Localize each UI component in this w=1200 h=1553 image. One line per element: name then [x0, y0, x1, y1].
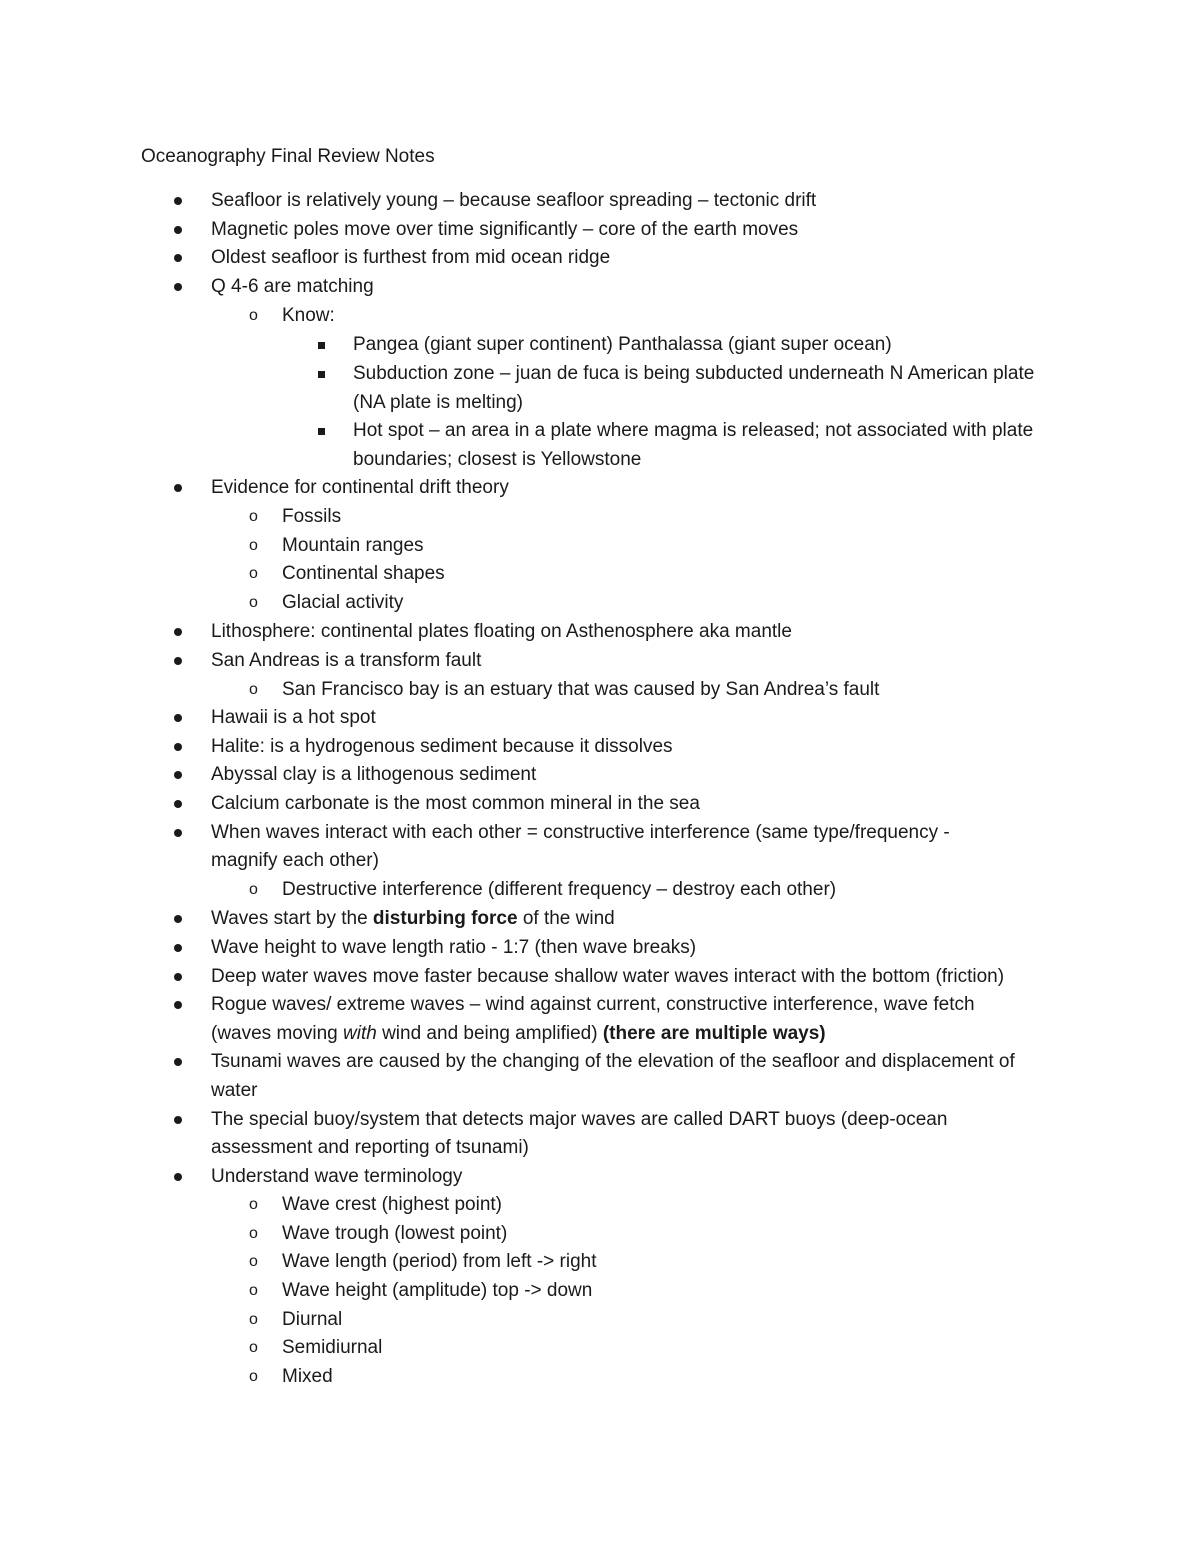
list-item-text: Lithosphere: continental plates floating on Asthenosphere aka mantle	[211, 621, 792, 643]
list-item	[0, 360, 1200, 417]
list-item-text: Tsunami waves are caused by the changing of the elevation of the seafloor and displacement of	[211, 1051, 1015, 1073]
list-item-text: Diurnal	[282, 1308, 343, 1330]
list-item-text: Halite: is a hydrogenous sediment because it dissolves	[211, 735, 673, 757]
list-item	[0, 934, 1200, 963]
list-item-text-continued: boundaries; closest is Yellowstone	[353, 448, 642, 470]
list-item-text: Magnetic poles move over time significantly – core of the earth moves	[211, 218, 799, 240]
list-item	[0, 761, 1200, 790]
list-item	[0, 331, 1200, 360]
bullet-disc-icon	[174, 829, 182, 837]
list-item	[0, 589, 1200, 618]
list-item	[0, 273, 1200, 302]
document-title: Oceanography Final Review Notes	[141, 146, 435, 167]
list-item	[0, 1163, 1200, 1192]
list-item-text: Wave trough (lowest point)	[282, 1222, 508, 1244]
bullet-disc-icon	[174, 944, 182, 952]
list-item	[0, 187, 1200, 216]
bullet-square-icon	[318, 428, 325, 435]
list-item	[0, 647, 1200, 676]
list-item	[0, 819, 1200, 876]
bullet-circle-icon: o	[249, 593, 258, 611]
list-item-text: Q 4-6 are matching	[211, 275, 374, 297]
notes-list	[0, 187, 1200, 1391]
bullet-circle-icon: o	[249, 565, 258, 583]
list-item	[0, 733, 1200, 762]
bullet-disc-icon	[174, 800, 182, 808]
bullet-circle-icon: o	[249, 1224, 258, 1242]
list-item-text: Oldest seafloor is furthest from mid ocean ridge	[211, 247, 611, 269]
list-item-text: Waves start by the disturbing force of the wind	[211, 908, 615, 930]
bullet-disc-icon	[174, 226, 182, 234]
list-item	[0, 905, 1200, 934]
list-item-text-continued: (NA plate is melting)	[353, 391, 524, 413]
bullet-square-icon	[318, 342, 325, 349]
bullet-disc-icon	[174, 283, 182, 291]
list-item	[0, 963, 1200, 992]
list-item	[0, 1220, 1200, 1249]
bullet-disc-icon	[174, 915, 182, 923]
list-item-text: The special buoy/system that detects major waves are called DART buoys (deep-ocean	[211, 1108, 948, 1130]
list-item	[0, 503, 1200, 532]
list-item-text: Pangea (giant super continent) Panthalassa (giant super ocean)	[353, 334, 892, 356]
bullet-circle-icon: o	[249, 306, 258, 324]
list-item	[0, 1048, 1200, 1105]
bullet-circle-icon: o	[249, 1196, 258, 1214]
list-item	[0, 618, 1200, 647]
bullet-disc-icon	[174, 254, 182, 262]
list-item-text: Subduction zone – juan de fuca is being subducted underneath N American plate	[353, 363, 1035, 385]
list-item	[0, 1191, 1200, 1220]
list-item	[0, 876, 1200, 905]
list-item-text: Deep water waves move faster because shallow water waves interact with the bottom (friction)	[211, 965, 1005, 987]
bullet-disc-icon	[174, 771, 182, 779]
list-item-text: Mixed	[282, 1365, 333, 1387]
list-item-text-continued: assessment and reporting of tsunami)	[211, 1137, 529, 1159]
list-item-text: Calcium carbonate is the most common mineral in the sea	[211, 792, 700, 814]
list-item-text: Fossils	[282, 506, 342, 528]
list-item	[0, 1277, 1200, 1306]
list-item-text: Continental shapes	[282, 563, 445, 585]
list-item	[0, 474, 1200, 503]
list-item	[0, 991, 1200, 1048]
bullet-disc-icon	[174, 1001, 182, 1009]
list-item-text: Destructive interference (different frequency – destroy each other)	[282, 878, 837, 900]
bullet-disc-icon	[174, 743, 182, 751]
list-item-text: Glacial activity	[282, 591, 404, 613]
list-item-text: Understand wave terminology	[211, 1165, 463, 1187]
bullet-circle-icon: o	[249, 536, 258, 554]
bullet-disc-icon	[174, 973, 182, 981]
list-item-text: San Francisco bay is an estuary that was caused by San Andrea’s fault	[282, 678, 880, 700]
bullet-disc-icon	[174, 1058, 182, 1066]
list-item-text: Hawaii is a hot spot	[211, 707, 376, 729]
list-item-text-continued: water	[211, 1079, 258, 1101]
list-item-text: Semidiurnal	[282, 1337, 383, 1359]
list-item-text: Mountain ranges	[282, 534, 424, 556]
bullet-circle-icon: o	[249, 1310, 258, 1328]
list-item-text: Hot spot – an area in a plate where magma is released; not associated with plate	[353, 420, 1034, 442]
list-item	[0, 676, 1200, 705]
list-item	[0, 1248, 1200, 1277]
bullet-disc-icon	[174, 628, 182, 636]
bullet-circle-icon: o	[249, 1282, 258, 1300]
list-item-text: Wave length (period) from left -> right	[282, 1251, 597, 1273]
list-item	[0, 532, 1200, 561]
bullet-disc-icon	[174, 657, 182, 665]
bullet-disc-icon	[174, 714, 182, 722]
list-item	[0, 790, 1200, 819]
bullet-circle-icon: o	[249, 508, 258, 526]
list-item-text: Evidence for continental drift theory	[211, 477, 509, 499]
bullet-circle-icon: o	[249, 1253, 258, 1271]
bullet-disc-icon	[174, 484, 182, 492]
list-item	[0, 417, 1200, 474]
bullet-disc-icon	[174, 1173, 182, 1181]
list-item	[0, 1334, 1200, 1363]
list-item-text-continued: magnify each other)	[211, 850, 379, 872]
bullet-circle-icon: o	[249, 1367, 258, 1385]
list-item	[0, 704, 1200, 733]
bullet-square-icon	[318, 371, 325, 378]
list-item-text: Seafloor is relatively young – because seafloor spreading – tectonic drift	[211, 190, 817, 211]
bullet-disc-icon	[174, 1116, 182, 1124]
list-item	[0, 244, 1200, 273]
bullet-disc-icon	[174, 197, 182, 205]
list-item-text: Rogue waves/ extreme waves – wind against current, constructive interference, wave fetch	[211, 994, 975, 1016]
bullet-circle-icon: o	[249, 680, 258, 698]
list-item-text: Wave height (amplitude) top -> down	[282, 1280, 593, 1302]
list-item	[0, 1106, 1200, 1163]
list-item-text: When waves interact with each other = constructive interference (same type/frequency -	[211, 821, 950, 843]
list-item-text: San Andreas is a transform fault	[211, 650, 482, 671]
list-item	[0, 302, 1200, 331]
list-item-text: Abyssal clay is a lithogenous sediment	[211, 764, 537, 786]
list-item	[0, 1363, 1200, 1392]
list-item	[0, 216, 1200, 245]
list-item	[0, 560, 1200, 589]
bullet-circle-icon: o	[249, 1339, 258, 1357]
list-item-text-continued: (waves moving with wind and being amplified) (there are multiple ways)	[211, 1022, 826, 1044]
list-item-text: Wave crest (highest point)	[282, 1194, 502, 1216]
list-item-text: Know:	[282, 304, 335, 326]
list-item	[0, 1306, 1200, 1335]
bullet-circle-icon: o	[249, 880, 258, 898]
list-item-text: Wave height to wave length ratio - 1:7 (then wave breaks)	[211, 936, 697, 958]
